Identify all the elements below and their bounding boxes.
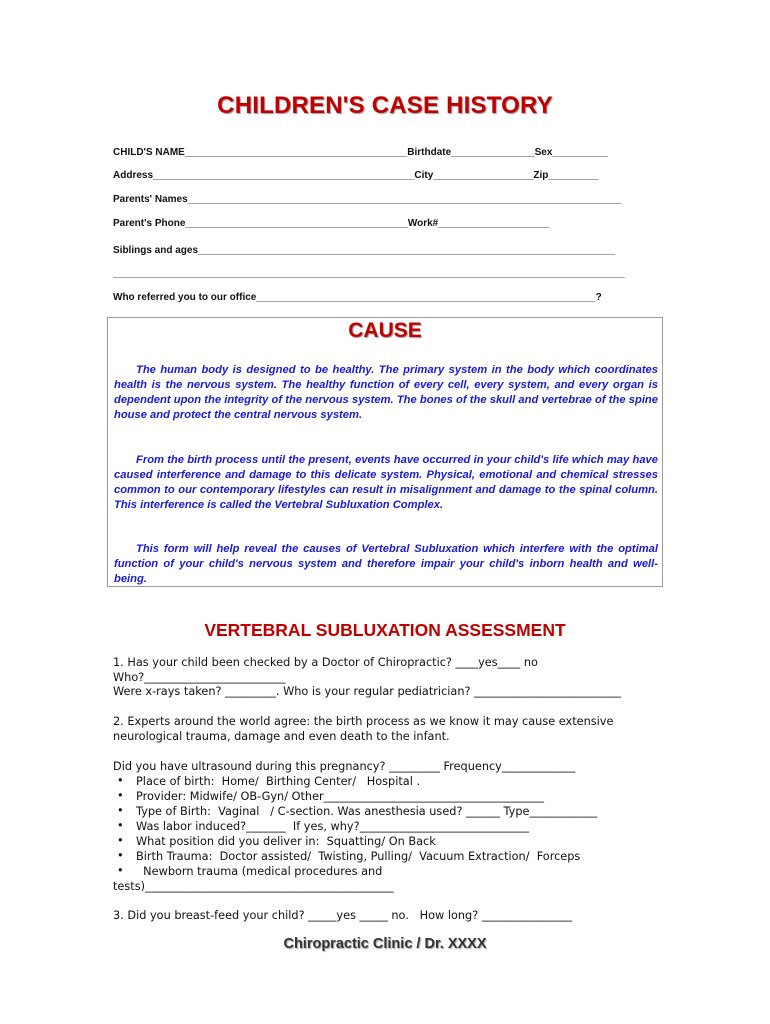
cause-paragraph-1: The human body is designed to be healthy. The primary system in the body which coordinates health is the nervous system. The healthy function of every cell, every system, and every organ is dependent upon the integrity of the nervous system. The bones of the skull and vertebrae of the spine house and protect the central nervous system. [114,364,658,421]
list-item-type-of-birth[interactable]: Type of Birth: Vaginal / C-section. Was anesthesia used? ______ Type____________ [136,805,598,818]
footer-clinic: Chiropractic Clinic / Dr. XXXX [283,936,487,952]
ultrasound-question[interactable]: Did you have ultrasound during this pregnancy? _________ Frequency_____________ [113,760,576,773]
siblings-extra-line[interactable]: ____________________________________________________________________________________________ [113,268,625,279]
bullet-icon: • [117,834,124,847]
siblings-row[interactable]: Siblings and ages___________________________________________________________________________ [113,245,616,256]
childs-name-row[interactable]: CHILD'S NAME________________________________________Birthdate_______________Sex__________ [113,147,609,158]
question-3[interactable]: 3. Did you breast-feed your child? _____yes _____ no. How long? ________________ [113,909,573,922]
cause-heading: CAUSE [348,319,422,342]
bullet-icon: • [117,789,124,802]
parents-phone-row[interactable]: Parent's Phone________________________________________Work#____________________ [113,218,550,229]
question-1[interactable]: 1. Has your child been checked by a Doctor of Chiropractic? ____yes____ no [113,656,538,669]
referred-by-row[interactable]: Who referred you to our office_____________________________________________________________? [113,292,602,303]
assessment-heading: VERTEBRAL SUBLUXATION ASSESSMENT [204,620,566,640]
list-item-birth-trauma[interactable]: Birth Trauma: Doctor assisted/ Twisting, Pulling/ Vacuum Extraction/ Forceps [136,850,581,863]
list-item-place-of-birth[interactable]: Place of birth: Home/ Birthing Center/ Hospital . [136,775,421,788]
question-2-line-1: 2. Experts around the world agree: the birth process as we know it may cause extensive [113,715,614,728]
newborn-trauma-tests[interactable]: tests)____________________________________________ [113,880,394,893]
address-row[interactable]: Address_______________________________________________City__________________Zip_________ [113,170,599,181]
question-1-who[interactable]: Who?_________________________ [113,671,286,684]
page-title: CHILDREN'S CASE HISTORY [217,92,553,119]
cause-paragraph-3: This form will help reveal the causes of Vertebral Subluxation which interfere with the optimal function of your child's nervous system and therefore impair your child's inborn health and well-being. [114,543,658,585]
cause-paragraph-2: From the birth process until the present, events have occurred in your child's life which may have caused interference and damage to this delicate system. Physical, emotional and chemical stresses common to our contemporary lifestyles can result in misalignment and damage to the spinal column. This interference is called the Vertebral Subluxation Complex. [114,454,658,511]
question-2-line-2: neurological trauma, damage and even death to the infant. [113,730,450,743]
list-item-newborn-trauma[interactable]: Newborn trauma (medical procedures and [136,865,383,878]
parents-names-row[interactable]: Parents' Names______________________________________________________________________________ [113,194,622,205]
bullet-icon: • [117,774,124,787]
bullet-icon: • [117,804,124,817]
bullet-icon: • [117,864,124,877]
bullet-icon: • [117,819,124,832]
bullet-icon: • [117,849,124,862]
list-item-labor-induced[interactable]: Was labor induced?_______ If yes, why?______________________________ [136,820,530,833]
question-1-xrays[interactable]: Were x-rays taken? _________. Who is your regular pediatrician? __________________________ [113,685,621,698]
list-item-provider[interactable]: Provider: Midwife/ OB-Gyn/ Other_______________________________________ [136,790,544,803]
list-item-delivery-position[interactable]: What position did you deliver in: Squatting/ On Back [136,835,436,848]
